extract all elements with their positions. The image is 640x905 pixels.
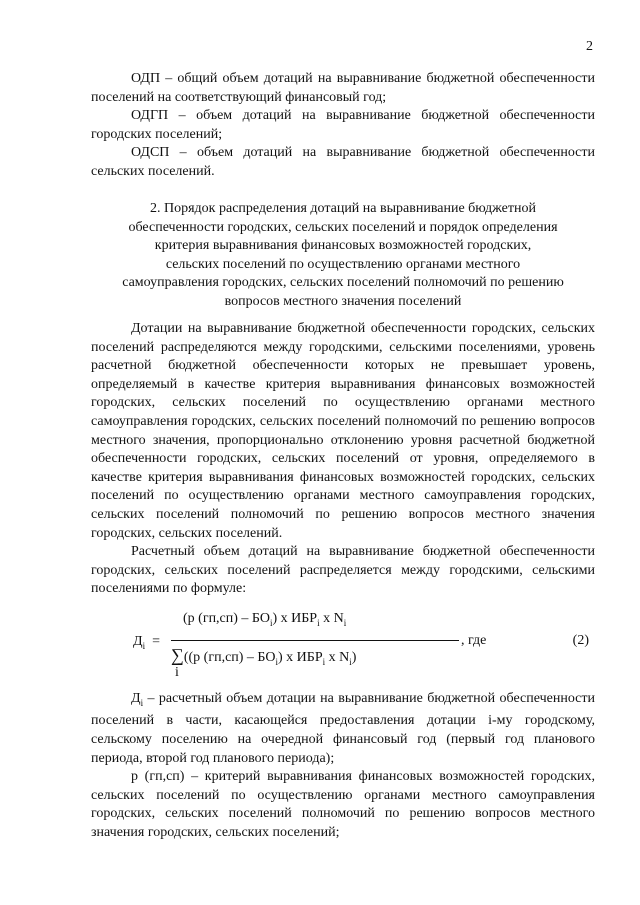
- paragraph-distribution: Дотации на выравнивание бюджетной обеспеченности городских, сельских поселений распределяются между городскими, сельскими поселениями, уровень расчетной бюджетной обеспеченности которых не превышает уровень, определяемый в качестве критерия выравнивания финансовых возможностей городских, сельских поселений по осуществлению органами местного самоуправления городских, сельских поселений полномочий по решению вопросов местного значения, пропорционально отклонению уровня расчетной бюджетной обеспеченности городских, сельских поселений от уровня, определяемого в качестве критерия выравнивания финансовых возможностей городских, сельских поселений по осуществлению органами местного самоуправления городских, сельских поселений полномочий по решению вопросов местного значения городских, сельских поселений.: [91, 321, 595, 541]
- explanation-di: $Д_i$ – расчетный объем дотации на выравнивание бюджетной обеспеченности поселений в части, касающейся предоставления дотации i-му городскому, сельскому поселению на очередной финансовый год (первый год планового периода, второй год планового периода);: [91, 691, 595, 766]
- heading-line: обеспеченности городских, сельских поселений и порядок определения: [128, 219, 558, 235]
- explanation-p: p (гп,сп) – критерий выравнивания финансовых возможностей городских, сельских поселений по осуществлению органами местного самоуправления городских, сельских поселений полномочий по решению вопросов местного значения городских, сельских поселений;: [91, 769, 595, 840]
- formula-numerator: (p $(гп,сп) - БО_i$) х $ИБР_i$ х $N_i$: [183, 611, 347, 628]
- formula-number: (2): [572, 633, 589, 648]
- heading-line: 2. Порядок распределения дотаций на выравнивание бюджетной: [150, 201, 536, 216]
- heading-line: вопросов местного значения поселений: [224, 293, 462, 309]
- formula-tail: , где: [461, 633, 487, 648]
- section-heading: [91, 200, 595, 312]
- explanations-block: [91, 690, 595, 843]
- formula-2: [91, 611, 595, 687]
- heading-line: самоуправления городских, сельских поселений полномочий по решению: [122, 275, 564, 291]
- definition-odsp: ОДСП – объем дотаций на выравнивание бюджетной обеспеченности сельских поселений.: [91, 145, 595, 179]
- definitions-block: [91, 70, 595, 182]
- sum-index: i: [175, 665, 179, 680]
- definition-odgp: ОДГП – объем дотаций на выравнивание бюджетной обеспеченности городских поселений;: [91, 108, 595, 142]
- formula-denominator: ∑((p $(гп,сп) - БО_i$) х $ИБР_i$ х $N_i$): [171, 645, 357, 667]
- paragraph-formula-intro: Расчетный объем дотаций на выравнивание бюджетной обеспеченности городских, сельских поселений распределяется между городскими, сельскими поселениями по формуле:: [91, 544, 595, 597]
- heading-line: сельских поселений по осуществлению органами местного: [165, 256, 521, 272]
- main-text-block: [91, 320, 595, 599]
- definition-odp: ОДП – общий объем дотаций на выравнивание бюджетной обеспеченности поселений на соответствующий финансовый год;: [91, 71, 595, 105]
- heading-line: критерия выравнивания финансовых возможностей городских,: [154, 238, 532, 254]
- formula-lhs: $Д_i$ =: [133, 634, 160, 651]
- fraction-bar: [171, 640, 459, 641]
- page-number: 2: [586, 39, 593, 54]
